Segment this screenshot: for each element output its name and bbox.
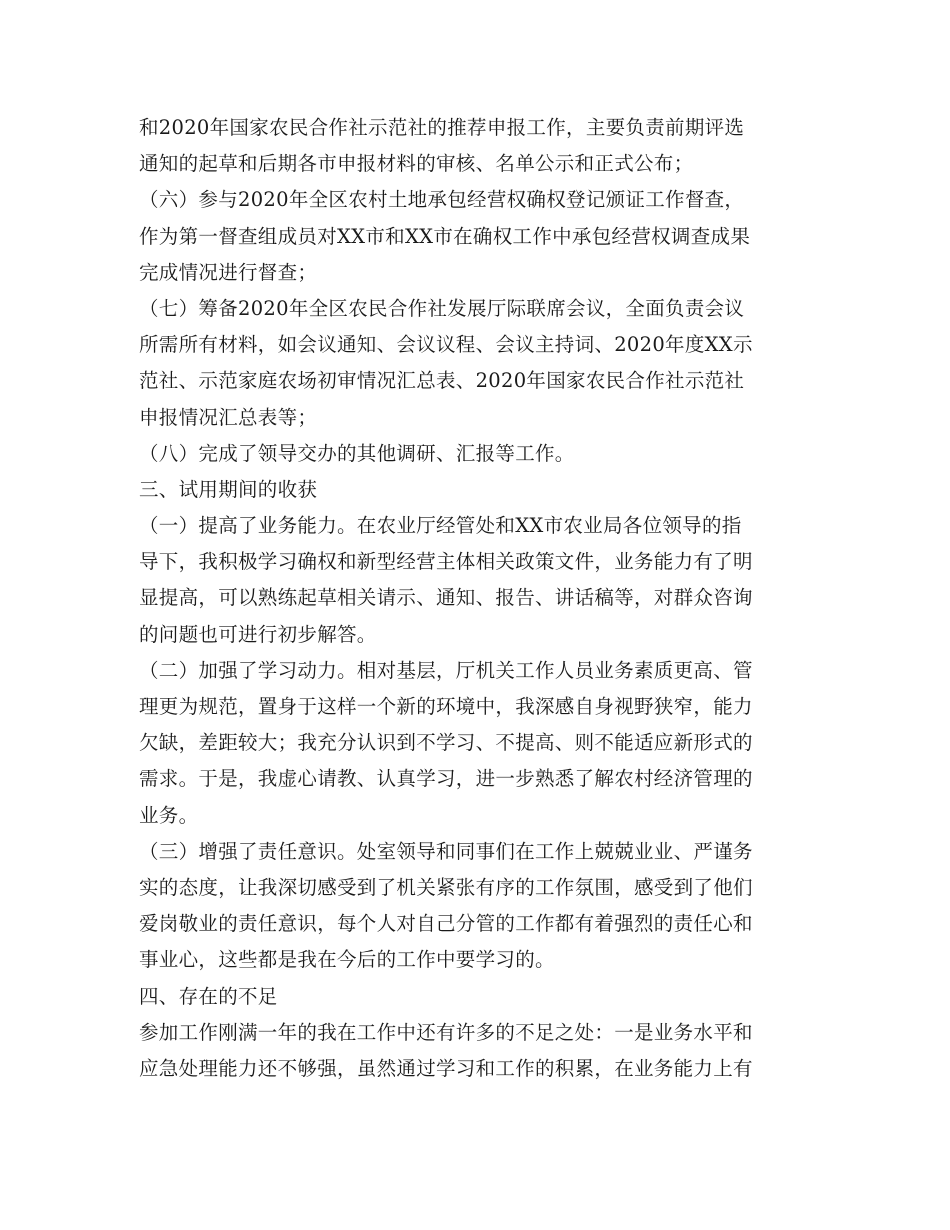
text-line: 导下，我积极学习确权和新型经营主体相关政策文件，业务能力有了明 <box>139 550 753 574</box>
text-line: 应急处理能力还不够强，虽然通过学习和工作的积累，在业务能力上有 <box>139 1056 753 1080</box>
text-line: 实的态度，让我深切感受到了机关紧张有序的工作氛围，感受到了他们 <box>139 875 753 899</box>
section-heading: 四、存在的不足 <box>139 984 278 1008</box>
text-line: 申报情况汇总表等； <box>139 405 318 429</box>
text-line: （六）参与2020年全区农村土地承包经营权确权登记颁证工作督查， <box>139 188 745 212</box>
text-line: （二）加强了学习动力。相对基层，厅机关工作人员业务素质更高、管 <box>139 658 753 682</box>
text-line: 欠缺，差距较大；我充分认识到不学习、不提高、则不能适应新形式的 <box>139 731 753 755</box>
text-line: 所需所有材料，如会议通知、会议议程、会议主持词、2020年度XX示 <box>139 333 753 357</box>
text-line: 爱岗敬业的责任意识，每个人对自己分管的工作都有着强烈的责任心和 <box>139 912 753 936</box>
text-line: 和2020年国家农民合作社示范社的推荐申报工作，主要负责前期评选 <box>139 116 745 139</box>
text-line: （七）筹备2020年全区农民合作社发展厅际联席会议，全面负责会议 <box>139 296 745 320</box>
text-line: （八）完成了领导交办的其他调研、汇报等工作。 <box>139 441 575 465</box>
text-line: 完成情况进行督查； <box>139 260 318 284</box>
text-line: 理更为规范，置身于这样一个新的环境中，我深感自身视野狭窄，能力 <box>139 695 753 718</box>
text-line: 作为第一督查组成员对XX市和XX市在确权工作中承包经营权调查成果 <box>139 224 751 248</box>
text-line: 范社、示范家庭农场初审情况汇总表、2020年国家农民合作社示范社 <box>139 369 745 393</box>
text-line: 需求。于是，我虚心请教、认真学习，进一步熟悉了解农村经济管理的 <box>139 767 753 791</box>
text-line: 事业心，这些都是我在今后的工作中要学习的。 <box>139 948 555 972</box>
text-line: 业务。 <box>139 803 199 827</box>
text-line: 显提高，可以熟练起草相关请示、通知、报告、讲话稿等，对群众咨询 <box>139 586 753 610</box>
section-heading: 三、试用期间的收获 <box>139 477 318 501</box>
document-body <box>139 110 819 1087</box>
text-line: 的问题也可进行初步解答。 <box>139 622 377 646</box>
text-line: （一）提高了业务能力。在农业厅经管处和XX市农业局各位领导的指 <box>139 514 742 538</box>
text-line: （三）增强了责任意识。处室领导和同事们在工作上兢兢业业、严谨务 <box>139 839 753 863</box>
text-line: 通知的起草和后期各市申报材料的审核、名单公示和正式公布； <box>139 152 694 176</box>
text-line: 参加工作刚满一年的我在工作中还有许多的不足之处：一是业务水平和 <box>139 1020 753 1044</box>
